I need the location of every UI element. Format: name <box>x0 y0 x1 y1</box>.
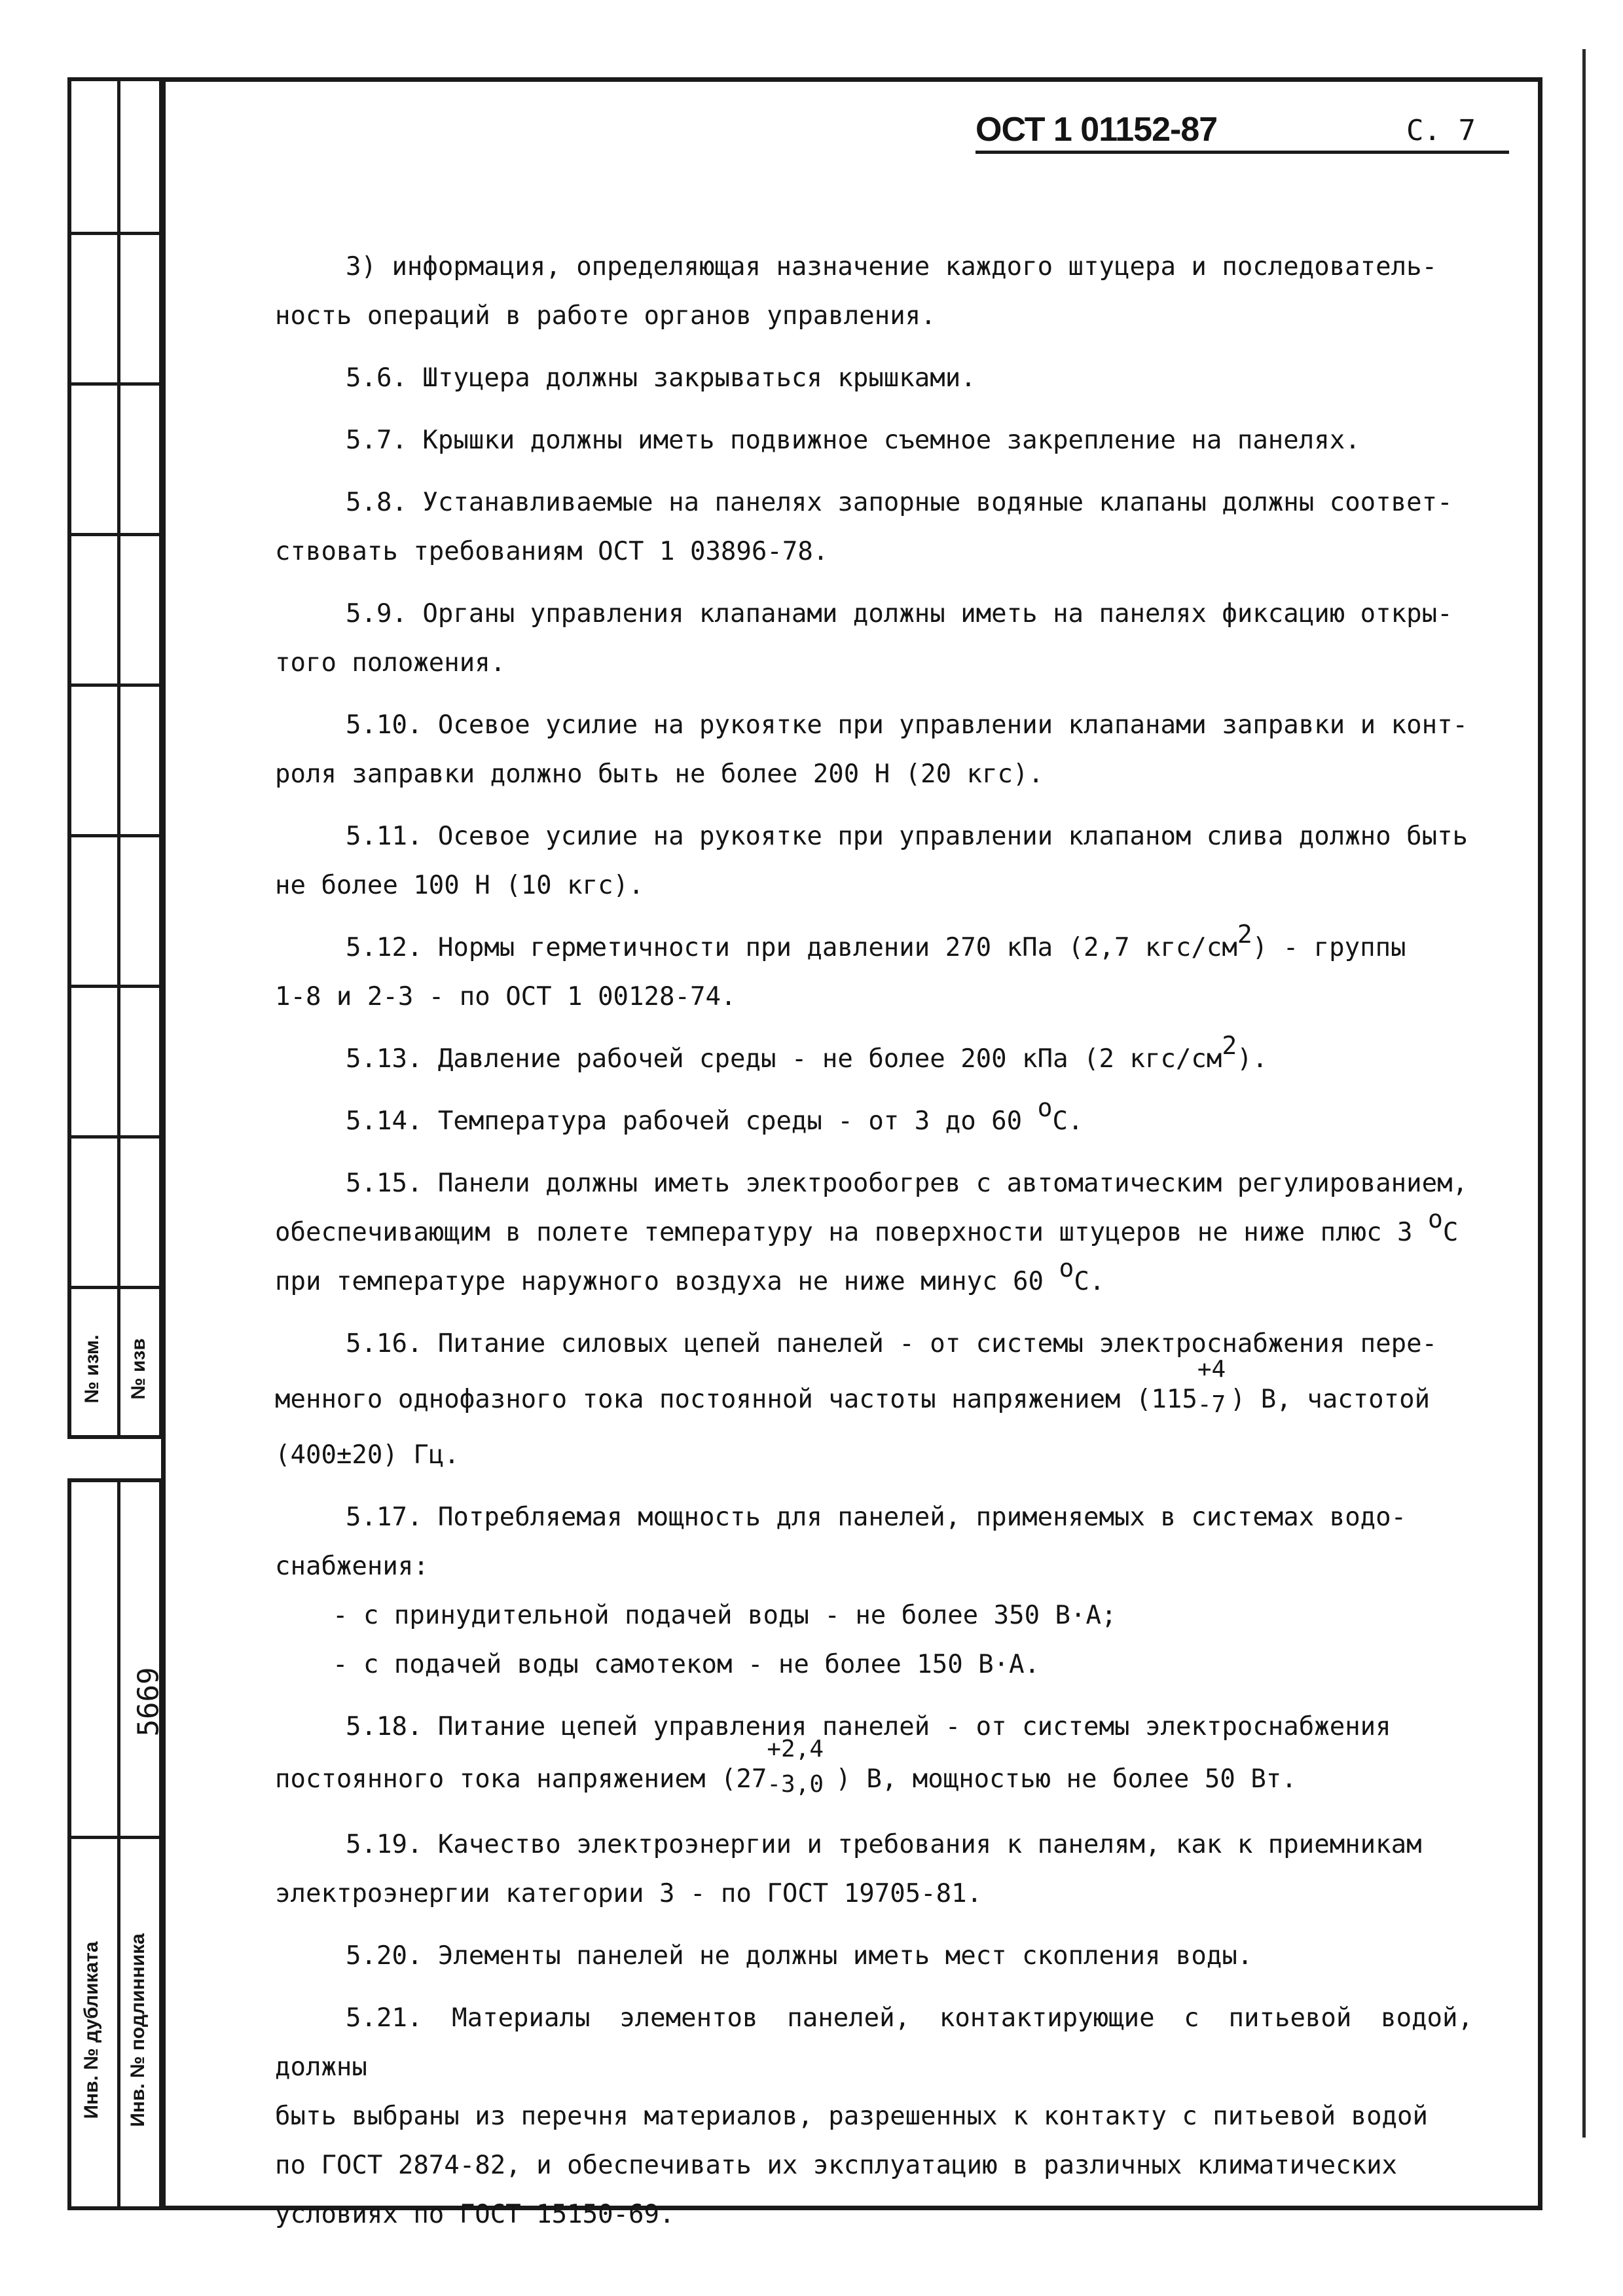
degree-sign: о <box>1037 1093 1053 1122</box>
clause-5-17-line-1: 5.17. Потребляемая мощность для панелей, применяемых в системах водо- <box>346 1503 1407 1532</box>
paragraph-item-3-line-2: ность операций в работе органов управления. <box>275 301 936 331</box>
clause-5-6: 5.6. Штуцера должны закрываться крышками. <box>346 363 976 393</box>
clause-5-16-line-3: (400±20) Гц. <box>275 1440 460 1470</box>
clause-5-12-text-end: ) - группы <box>1252 933 1406 962</box>
clause-5-9-line-2: того положения. <box>275 648 506 678</box>
change-no-label: № изм. <box>81 1334 103 1404</box>
clause-5-17-item-2: - с подачей воды самотеком - не более 150 В·А. <box>333 1650 1040 1679</box>
clause-5-10-line-2: роля заправки должно быть не более 200 Н (20 кгс). <box>275 759 1044 789</box>
clause-5-21-line-2: быть выбраны из перечня материалов, разрешенных к контакту с питьевой водой <box>275 2102 1428 2131</box>
clause-5-14-text-end: С. <box>1052 1106 1084 1136</box>
superscript: 2 <box>1237 920 1252 949</box>
clause-5-14 <box>275 1093 1473 1146</box>
clause-5-17-item-1: - с принудительной подачей воды - не более 350 В·А; <box>333 1601 1117 1630</box>
tolerance-lower: -3,0 <box>767 1771 824 1798</box>
clause-5-18-text-end: ) В, мощностью не более 50 Вт. <box>835 1764 1297 1794</box>
clause-5-15-line-1: 5.15. Панели должны иметь электрообогрев с автоматическим регулированием, <box>346 1169 1468 1198</box>
clause-5-16-text-end: ) В, частотой <box>1230 1385 1431 1414</box>
degree-sign: о <box>1059 1254 1074 1283</box>
clause-5-18-text: постоянного тока напряжением (27 <box>275 1764 767 1794</box>
page-number: С. 7 <box>1406 114 1476 147</box>
clause-5-8-line-2: ствовать требованиям ОСТ 1 03896-78. <box>275 537 829 566</box>
clause-5-10-line-1: 5.10. Осевое усилие на рукоятке при управлении клапанами заправки и конт- <box>346 710 1468 740</box>
header-underline <box>976 151 1509 154</box>
clause-5-15-text-end: С. <box>1074 1267 1105 1296</box>
clause-5-18-line-2 <box>275 1736 1473 1807</box>
original-inventory-number: 5669 <box>132 1667 166 1737</box>
clause-5-12-text: 5.12. Нормы герметичности при давлении 270 кПа (2,7 кгс/см <box>346 933 1237 962</box>
clause-5-13 <box>275 1031 1473 1084</box>
voltage-tolerance <box>1197 1356 1230 1418</box>
tolerance-upper: +4 <box>1197 1356 1226 1383</box>
tolerance-upper: +2,4 <box>767 1736 824 1762</box>
clause-5-16-text: менного однофазного тока постоянной частоты напряжением (115 <box>275 1385 1197 1414</box>
stamp-upper-block <box>67 77 163 1439</box>
superscript: 2 <box>1222 1031 1237 1060</box>
right-margin-rule <box>1582 49 1586 2138</box>
voltage-tolerance <box>767 1736 835 1798</box>
clause-5-14-text: 5.14. Температура рабочей среды - от 3 до 60 <box>346 1106 1038 1136</box>
clause-5-18-line-1: 5.18. Питание цепей управления панелей - от системы электроснабжения <box>346 1712 1391 1741</box>
clause-5-15-line-3 <box>275 1254 1473 1306</box>
page-header <box>976 110 1512 156</box>
clause-5-21-line-3: по ГОСТ 2874-82, и обеспечивать их эксплуатацию в различных климатических <box>275 2151 1398 2180</box>
clause-5-19-line-1: 5.19. Качество электроэнергии и требования к панелям, как к приемникам <box>346 1830 1422 1859</box>
original-inventory-label: Инв. № подлинника <box>127 1933 149 2127</box>
clause-5-12-line-2: 1-8 и 2-3 - по ОСТ 1 00128-74. <box>275 982 737 1011</box>
clause-5-15-line-2 <box>275 1205 1473 1257</box>
clause-5-13-text: 5.13. Давление рабочей среды - не более 200 кПа (2 кгс/см <box>346 1044 1222 1074</box>
clause-5-17-line-2: снабжения: <box>275 1552 429 1581</box>
clause-5-15-text-end: С <box>1442 1218 1459 1247</box>
stamp-lower-block <box>67 1478 166 2210</box>
clause-5-21-line-1: 5.21. Материалы элементов панелей, контактирующие с питьевой водой, должны <box>275 2003 1473 2082</box>
clause-5-15-text: обеспечивающим в полете температуру на поверхности штуцеров не ниже плюс 3 <box>275 1218 1428 1247</box>
clause-5-12-line-1 <box>275 920 1473 972</box>
duplicate-inventory-label: Инв. № дубликата <box>81 1941 102 2119</box>
document-body <box>275 242 1473 2239</box>
degree-sign: о <box>1428 1205 1443 1233</box>
clause-5-16-line-2 <box>275 1356 1473 1430</box>
clause-5-19-line-2: электроэнергии категории 3 - по ГОСТ 19705-81. <box>275 1879 983 1908</box>
clause-5-11-line-1: 5.11. Осевое усилие на рукоятке при управлении клапаном слива должно быть <box>346 822 1468 851</box>
notice-no-label: № изв <box>128 1338 149 1400</box>
clause-5-20: 5.20. Элементы панелей не должны иметь мест скопления воды. <box>346 1941 1253 1971</box>
paragraph-item-3-line-1: 3) информация, определяющая назначение каждого штуцера и последователь- <box>346 252 1438 282</box>
clause-5-16-line-1: 5.16. Питание силовых цепей панелей - от системы электроснабжения пере- <box>346 1329 1438 1358</box>
clause-5-9-line-1: 5.9. Органы управления клапанами должны иметь на панелях фиксацию откры- <box>346 599 1453 629</box>
clause-5-8-line-1: 5.8. Устанавливаемые на панелях запорные водяные клапаны должны соответ- <box>346 488 1453 517</box>
clause-5-11-line-2: не более 100 Н (10 кгс). <box>275 871 644 900</box>
document-code: ОСТ 1 01152-87 <box>976 111 1218 149</box>
clause-5-15-text: при температуре наружного воздуха не ниже минус 60 <box>275 1267 1059 1296</box>
tolerance-lower: -7 <box>1197 1391 1226 1418</box>
clause-5-21-line-4: условиях по ГОСТ 15150-69. <box>275 2200 675 2229</box>
side-stamp <box>67 77 166 2210</box>
clause-5-7: 5.7. Крышки должны иметь подвижное съемное закрепление на панелях. <box>346 426 1360 455</box>
clause-5-13-text-end: ). <box>1237 1044 1268 1074</box>
